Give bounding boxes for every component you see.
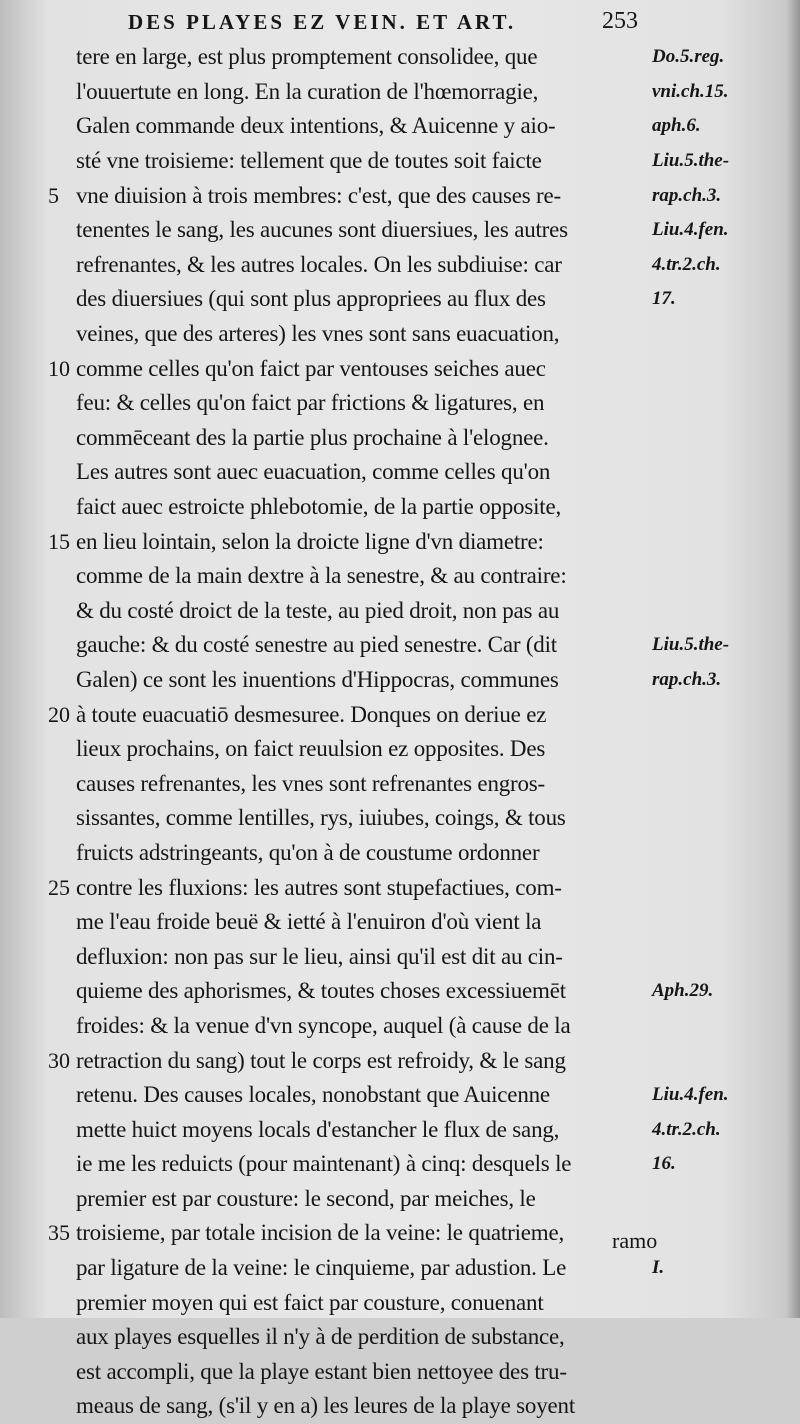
margin-note: 4.tr.2.ch. — [652, 253, 721, 275]
line-text: en lieu lointain, selon la droicte ligne d'vn diametre: — [76, 528, 544, 554]
text-line — [0, 1147, 800, 1182]
text-line — [0, 594, 800, 629]
text-line — [0, 974, 800, 1009]
line-text: premier est par cousture: le second, par meiches, le — [76, 1185, 536, 1211]
text-line — [0, 144, 800, 179]
line-text: me l'eau froide beuë & ietté à l'enuiron d'où vient la — [76, 909, 542, 935]
text-line — [0, 1216, 800, 1251]
line-text: Les autres sont auec euacuation, comme celles qu'on — [76, 459, 551, 485]
line-number: 10 — [48, 355, 70, 381]
text-line — [0, 697, 800, 732]
line-text: lieux prochains, on faict reuulsion ez opposites. Des — [76, 736, 546, 762]
text-line — [0, 939, 800, 974]
line-text: ie me les reduicts (pour maintenant) à cinq: desquels le — [76, 1151, 572, 1177]
line-text: des diuersiues (qui sont plus appropriees au flux des — [76, 286, 546, 312]
text-line — [0, 317, 800, 352]
text-line — [0, 628, 800, 663]
text-line — [0, 248, 800, 283]
text-line — [0, 75, 800, 110]
text-line — [0, 801, 800, 836]
text-line — [0, 213, 800, 248]
text-line — [0, 455, 800, 490]
line-number: 35 — [48, 1220, 70, 1246]
text-line — [0, 1043, 800, 1078]
text-line — [0, 524, 800, 559]
text-line — [0, 870, 800, 905]
margin-note: I. — [652, 1257, 665, 1279]
text-line — [0, 559, 800, 594]
text-line — [0, 1355, 800, 1390]
line-text: veines, que des arteres) les vnes sont sans euacuation, — [76, 321, 560, 347]
line-number: 30 — [48, 1047, 70, 1073]
line-text: retenu. Des causes locales, nonobstant que Auicenne — [76, 1082, 550, 1108]
line-text: à toute euacuatiō desmesuree. Donques on deriue ez — [76, 701, 547, 727]
line-text: aux playes esquelles il n'y à de perdition de substance, — [76, 1324, 565, 1350]
line-text: & du costé droict de la teste, au pied droit, non pas au — [76, 597, 560, 623]
line-text: contre les fluxions: les autres sont stupefactiues, com- — [76, 874, 562, 900]
margin-note: vni.ch.15. — [652, 80, 729, 102]
line-text: comme de la main dextre à la senestre, & au contraire: — [76, 563, 567, 589]
line-text: sté vne troisieme: tellement que de toutes soit faicte — [76, 148, 542, 174]
line-text: causes refrenantes, les vnes sont refrenantes engros- — [76, 770, 546, 796]
line-text: Galen commande deux intentions, & Auicenne y aio- — [76, 113, 556, 139]
margin-note: aph.6. — [652, 115, 701, 137]
line-text: tere en large, est plus promptement consolidee, que — [76, 44, 538, 70]
running-title: DES PLAYES EZ VEIN. ET ART. — [128, 10, 517, 34]
line-number: 25 — [48, 874, 70, 900]
text-line — [0, 40, 800, 75]
line-text: premier moyen qui est faict par cousture, conuenant — [76, 1289, 544, 1315]
text-line — [0, 178, 800, 213]
text-line — [0, 109, 800, 144]
line-number: 5 — [48, 182, 59, 208]
line-text: comme celles qu'on faict par ventouses seiches auec — [76, 355, 546, 381]
line-text: defluxion: non pas sur le lieu, ainsi qu'il est dit au cin- — [76, 943, 563, 969]
margin-note: rap.ch.3. — [652, 668, 722, 690]
line-text: fruicts adstringeants, qu'on à de coustume ordonner — [76, 839, 540, 865]
line-text: retraction du sang) tout le corps est refroidy, & le sang — [76, 1047, 566, 1073]
margin-note: 17. — [652, 288, 676, 310]
text-line — [0, 386, 800, 421]
line-text: sissantes, comme lentilles, rys, iuiubes, coings, & tous — [76, 805, 566, 831]
margin-note: Liu.4.fen. — [652, 1084, 729, 1106]
margin-note: 16. — [652, 1153, 676, 1175]
text-line — [0, 766, 800, 801]
line-number: 15 — [48, 528, 70, 554]
margin-note: Aph.29. — [652, 980, 714, 1002]
text-block — [0, 40, 800, 1424]
text-line — [0, 1320, 800, 1355]
line-text: faict auec estroicte phlebotomie, de la partie opposite, — [76, 494, 562, 520]
line-text: quieme des aphorismes, & toutes choses excessiuemēt — [76, 978, 566, 1004]
catchword: ramo — [612, 1228, 658, 1253]
line-text: tenentes le sang, les aucunes sont diuersiues, les autres — [76, 217, 568, 243]
text-line — [0, 1112, 800, 1147]
margin-note: Liu.5.the- — [652, 150, 730, 172]
text-line — [0, 905, 800, 940]
line-text: gauche: & du costé senestre au pied senestre. Car (dit — [76, 632, 557, 658]
text-line — [0, 1389, 800, 1424]
text-line — [0, 1078, 800, 1113]
page-number: 253 — [602, 8, 638, 34]
line-text: vne diuision à trois membres: c'est, que des causes re- — [76, 182, 561, 208]
line-text: est accompli, que la playe estant bien nettoyee des tru- — [76, 1358, 567, 1384]
text-line — [0, 836, 800, 871]
text-line — [0, 1251, 800, 1286]
line-text: l'ouuertute en long. En la curation de l'hœmorragie, — [76, 78, 539, 104]
line-text: froides: & la venue d'vn syncope, auquel (à cause de la — [76, 1012, 571, 1038]
line-text: Galen) ce sont les inuentions d'Hippocras, communes — [76, 666, 559, 692]
page-edge-shadow — [786, 0, 800, 1318]
margin-note: 4.tr.2.ch. — [652, 1118, 721, 1140]
margin-note: rap.ch.3. — [652, 184, 722, 206]
text-line — [0, 421, 800, 456]
margin-note: Liu.4.fen. — [652, 219, 729, 241]
line-text: refrenantes, & les autres locales. On les subdiuise: car — [76, 251, 562, 277]
text-line — [0, 282, 800, 317]
margin-note: Liu.5.the- — [652, 634, 730, 656]
line-text: mette huict moyens locals d'estancher le flux de sang, — [76, 1116, 560, 1142]
text-line — [0, 663, 800, 698]
margin-note: Do.5.reg. — [652, 46, 725, 68]
text-line — [0, 351, 800, 386]
line-text: meaus de sang, (s'il y en a) les leures de la playe soyent — [76, 1393, 576, 1419]
text-line — [0, 490, 800, 525]
text-line — [0, 732, 800, 767]
line-text: par ligature de la veine: le cinquieme, par adustion. Le — [76, 1255, 567, 1281]
line-text: feu: & celles qu'on faict par frictions & ligatures, en — [76, 390, 545, 416]
line-number: 20 — [48, 701, 70, 727]
line-text: commēceant des la partie plus prochaine à l'elognee. — [76, 424, 549, 450]
text-line — [0, 1182, 800, 1217]
text-line — [0, 1009, 800, 1044]
line-text: troisieme, par totale incision de la veine: le quatrieme, — [76, 1220, 565, 1246]
text-line — [0, 1285, 800, 1320]
